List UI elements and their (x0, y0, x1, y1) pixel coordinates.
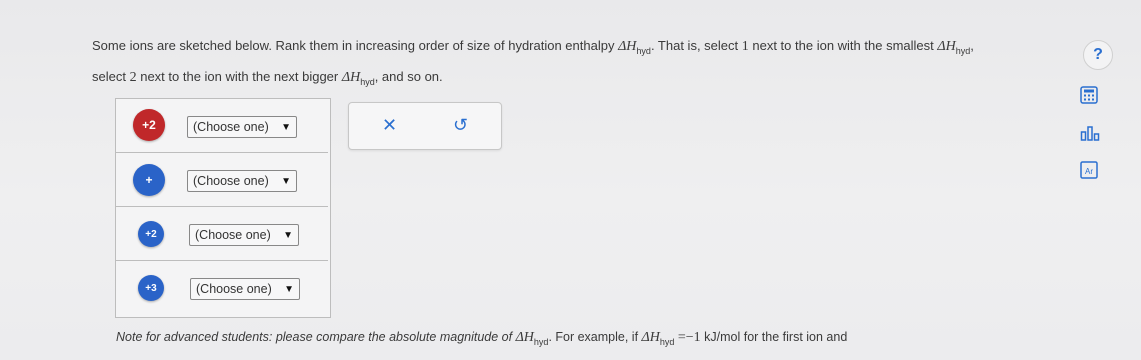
ion-row-2 (116, 153, 328, 207)
note-unit: kJ/mol for the first ion and (704, 330, 848, 344)
delta-h-symbol: $\Delta H_{hyd}$ (515, 330, 549, 347)
instruction-text: next to the ion with the smallest (752, 38, 934, 53)
delta-h-symbol: $\Delta H_{hyd}$ (341, 69, 375, 87)
ion-ranking-table (115, 98, 331, 318)
note-value: =−1 (677, 330, 701, 345)
clear-button[interactable]: ✕ (382, 115, 398, 135)
instruction-text: Some ions are sketched below. Rank them in increasing order of size of hydration enthalpy (92, 38, 615, 53)
select-value: (Choose one) (195, 228, 271, 242)
instruction-text: select (92, 68, 126, 84)
undo-button[interactable]: ↺ (453, 115, 469, 135)
periodic-table-icon[interactable] (1080, 161, 1098, 179)
rank-select-4[interactable] (190, 278, 300, 300)
instructions (92, 33, 1052, 95)
select-value: (Choose one) (196, 282, 272, 296)
ion-circle: +2 (133, 109, 165, 141)
rank-number: 2 (129, 69, 137, 85)
svg-text:Ar: Ar (1085, 167, 1093, 176)
dropdown-arrow-icon: ▼ (283, 229, 293, 241)
help-button[interactable]: ? (1083, 40, 1113, 70)
ion-circle: +3 (138, 275, 164, 301)
ion-circle: + (133, 164, 165, 196)
instruction-line-1: Some ions are sketched below. Rank them in increasing order of size of hydration enthalpy $\Delta H_{hyd}$. That is, select 1 next to the ion with the smallest $\Delta H_{hyd}$, (92, 38, 974, 56)
rank-select-2[interactable] (187, 170, 297, 192)
instruction-text: next to the ion with the next bigger (140, 68, 339, 84)
dropdown-arrow-icon: ▼ (284, 283, 294, 295)
delta-h-symbol: $\Delta H_{hyd}$ (937, 39, 971, 56)
note-text: . For example, if (548, 330, 639, 344)
note-lead: Note for advanced students: (116, 330, 273, 344)
rank-number: 1 (741, 39, 749, 54)
calculator-icon[interactable] (1080, 86, 1098, 104)
instruction-text: , and so on. (374, 68, 443, 84)
instruction-line-2 (92, 64, 1052, 95)
dropdown-arrow-icon: ▼ (281, 121, 291, 133)
note-text: please compare the absolute magnitude of (272, 330, 513, 344)
ion-circle: +2 (138, 221, 164, 247)
rank-select-3[interactable] (189, 224, 299, 246)
data-chart-icon[interactable] (1080, 124, 1100, 142)
ion-row-1 (116, 99, 328, 153)
instruction-text: . That is, select (650, 38, 739, 53)
delta-h-symbol: $\Delta H_{hyd}$ (641, 330, 675, 347)
advanced-note (116, 330, 847, 347)
delta-h-symbol: $\Delta H_{hyd}$ (618, 39, 651, 56)
select-value: (Choose one) (193, 120, 269, 134)
rank-select-1[interactable] (187, 116, 297, 138)
select-value: (Choose one) (193, 174, 269, 188)
answer-toolbar (348, 102, 502, 150)
ion-row-4 (116, 262, 328, 315)
dropdown-arrow-icon: ▼ (281, 175, 291, 187)
ion-row-3 (116, 207, 328, 261)
